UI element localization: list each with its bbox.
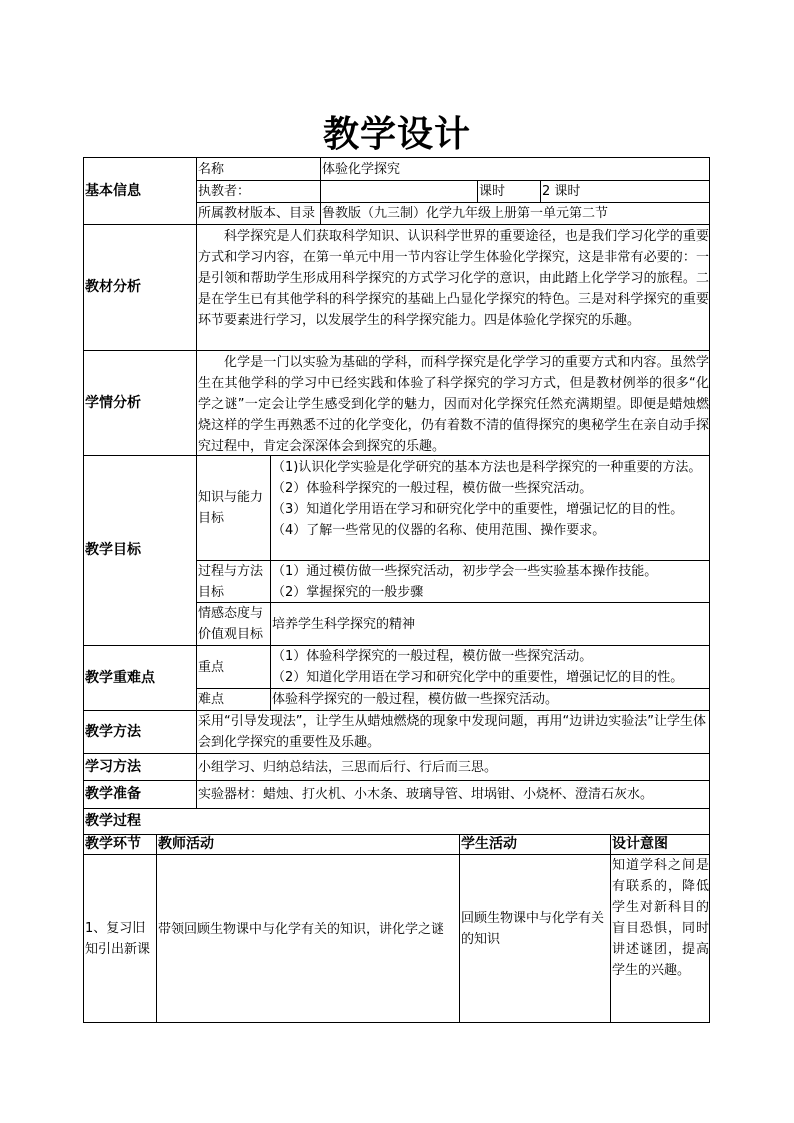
methods-text: 采用“引导发现法”，让学生从蜡烛燃烧的现象中发现问题，再用“边讲边实验法”让学生体会到化学探究的重要性及乐趣。 <box>198 714 706 750</box>
knowledge-goal-label: 知识与能力目标 <box>198 490 264 526</box>
name-value: 体验化学探究 <box>322 162 401 177</box>
basic-info-label: 基本信息 <box>85 182 141 199</box>
process-goal-item: （1）通过模仿做一些探究活动，初步学会一些实验基本操作技能。 <box>272 564 658 579</box>
attitude-goal-text: 培养学生科学探究的精神 <box>272 616 416 632</box>
key-points-label: 教学重难点 <box>85 669 155 686</box>
process-goal-label: 过程与方法目标 <box>198 563 264 600</box>
page-title: 教学设计 <box>322 113 471 155</box>
material-analysis-text: 科学探究是人们获取科学知识、认识科学世界的重要途径，也是我们学习化学的重要方式和学习内容，在第一单元中用一节内容让学生体验化学探究，这是非常有必要的：一是引领和帮助学生形成用科学探究的方式学习化学的意识，由此踏上化学学习的旅程。二是在学生已有其他学科的科学探究的基础上凸显化学探究的特色。三是对科学探究的重要环节要素进行学习，以发展学生的科学探究能力。四是体验化学探究的乐趣。 <box>198 229 709 328</box>
name-label: 名称 <box>198 162 225 177</box>
key-item: （2）知道化学用语在学习和研究化学中的重要性，增强记忆的目的性。 <box>272 670 684 685</box>
textbook-value: 鲁教版（九三制）化学九年级上册第一单元第二节 <box>322 206 609 221</box>
learning-label: 学习方法 <box>85 758 141 775</box>
knowledge-goal-item: （4）了解一些常见的仪器的名称、使用范围、操作要求。 <box>272 523 606 538</box>
process-label: 教学过程 <box>85 813 141 829</box>
difficulty-text: 体验科学探究的一般过程，模仿做一些探究活动。 <box>272 692 559 707</box>
process-goal-item: （2）掌握探究的一般步骤 <box>272 585 424 600</box>
learning-text: 小组学习、归纳总结法，三思而后行、行后而三思。 <box>198 759 498 775</box>
knowledge-goal-item: （1)认识化学实验是化学研究的基本方法也是科学探究的一种重要的方法。 <box>272 460 702 475</box>
knowledge-goal-item: （2）体验科学探究的一般过程，模仿做一些探究活动。 <box>272 481 593 496</box>
goals-label: 教学目标 <box>85 542 141 558</box>
student-analysis-label: 学情分析 <box>85 394 141 411</box>
process-header-student: 学生活动 <box>461 836 517 852</box>
key-item: （1）体验科学探究的一般过程，模仿做一些探究活动。 <box>272 649 593 664</box>
process-row-intent: 知道学科之间是有联系的，降低学生对新科目的盲目恐惧，同时讲述谜团，提高学生的兴趣。 <box>612 858 709 978</box>
process-row-student: 回顾生物课中与化学有关的知识 <box>461 911 605 947</box>
preparation-label: 教学准备 <box>85 786 141 802</box>
key-list <box>271 646 710 688</box>
process-row-teacher: 带领回顾生物课中与化学有关的知识，讲化学之谜 <box>158 921 445 937</box>
student-analysis-text: 化学是一门以实验为基础的学科，而科学探究是化学学习的重要方式和内容。虽然学生在其他学科的学习中已经实践和体验了科学探究的学习方式，但是教材例举的很多“化学之谜”一定会让学生感受到化学的魅力，因而对化学探究任然充满期望。即便是蜡烛燃烧这样的学生再熟悉不过的化学变化，仍有着数不清的值得探究的奥秘学生在亲自动手探究过程中，肯定会深深体会到探究的乐趣。 <box>198 355 709 454</box>
textbook-label: 所属教材版本、目录 <box>198 206 316 221</box>
difficulty-label: 难点 <box>198 692 225 707</box>
attitude-goal-label: 情感态度与价值观目标 <box>198 606 264 642</box>
methods-label: 教学方法 <box>85 723 141 740</box>
process-row-stage: 1、复习旧知引出新课 <box>85 921 151 957</box>
material-analysis-label: 教材分析 <box>85 279 141 295</box>
process-header-stage: 教学环节 <box>85 836 141 852</box>
process-goal-list <box>271 561 710 603</box>
author-label: 执教者： <box>198 184 251 199</box>
key-label: 重点 <box>198 659 225 675</box>
process-header-intent: 设计意图 <box>612 836 668 852</box>
preparation-text: 实验器材：蜡烛、打火机、小木条、玻璃导管、坩埚钳、小烧杯、澄清石灰水。 <box>198 787 654 802</box>
knowledge-goal-item: （3）知道化学用语在学习和研究化学中的重要性，增强记忆的目的性。 <box>272 502 684 517</box>
process-header-teacher: 教师活动 <box>158 836 214 852</box>
knowledge-goal-list <box>271 457 710 541</box>
hours-label: 课时 <box>479 184 506 199</box>
hours-value: 2 课时 <box>542 184 581 199</box>
